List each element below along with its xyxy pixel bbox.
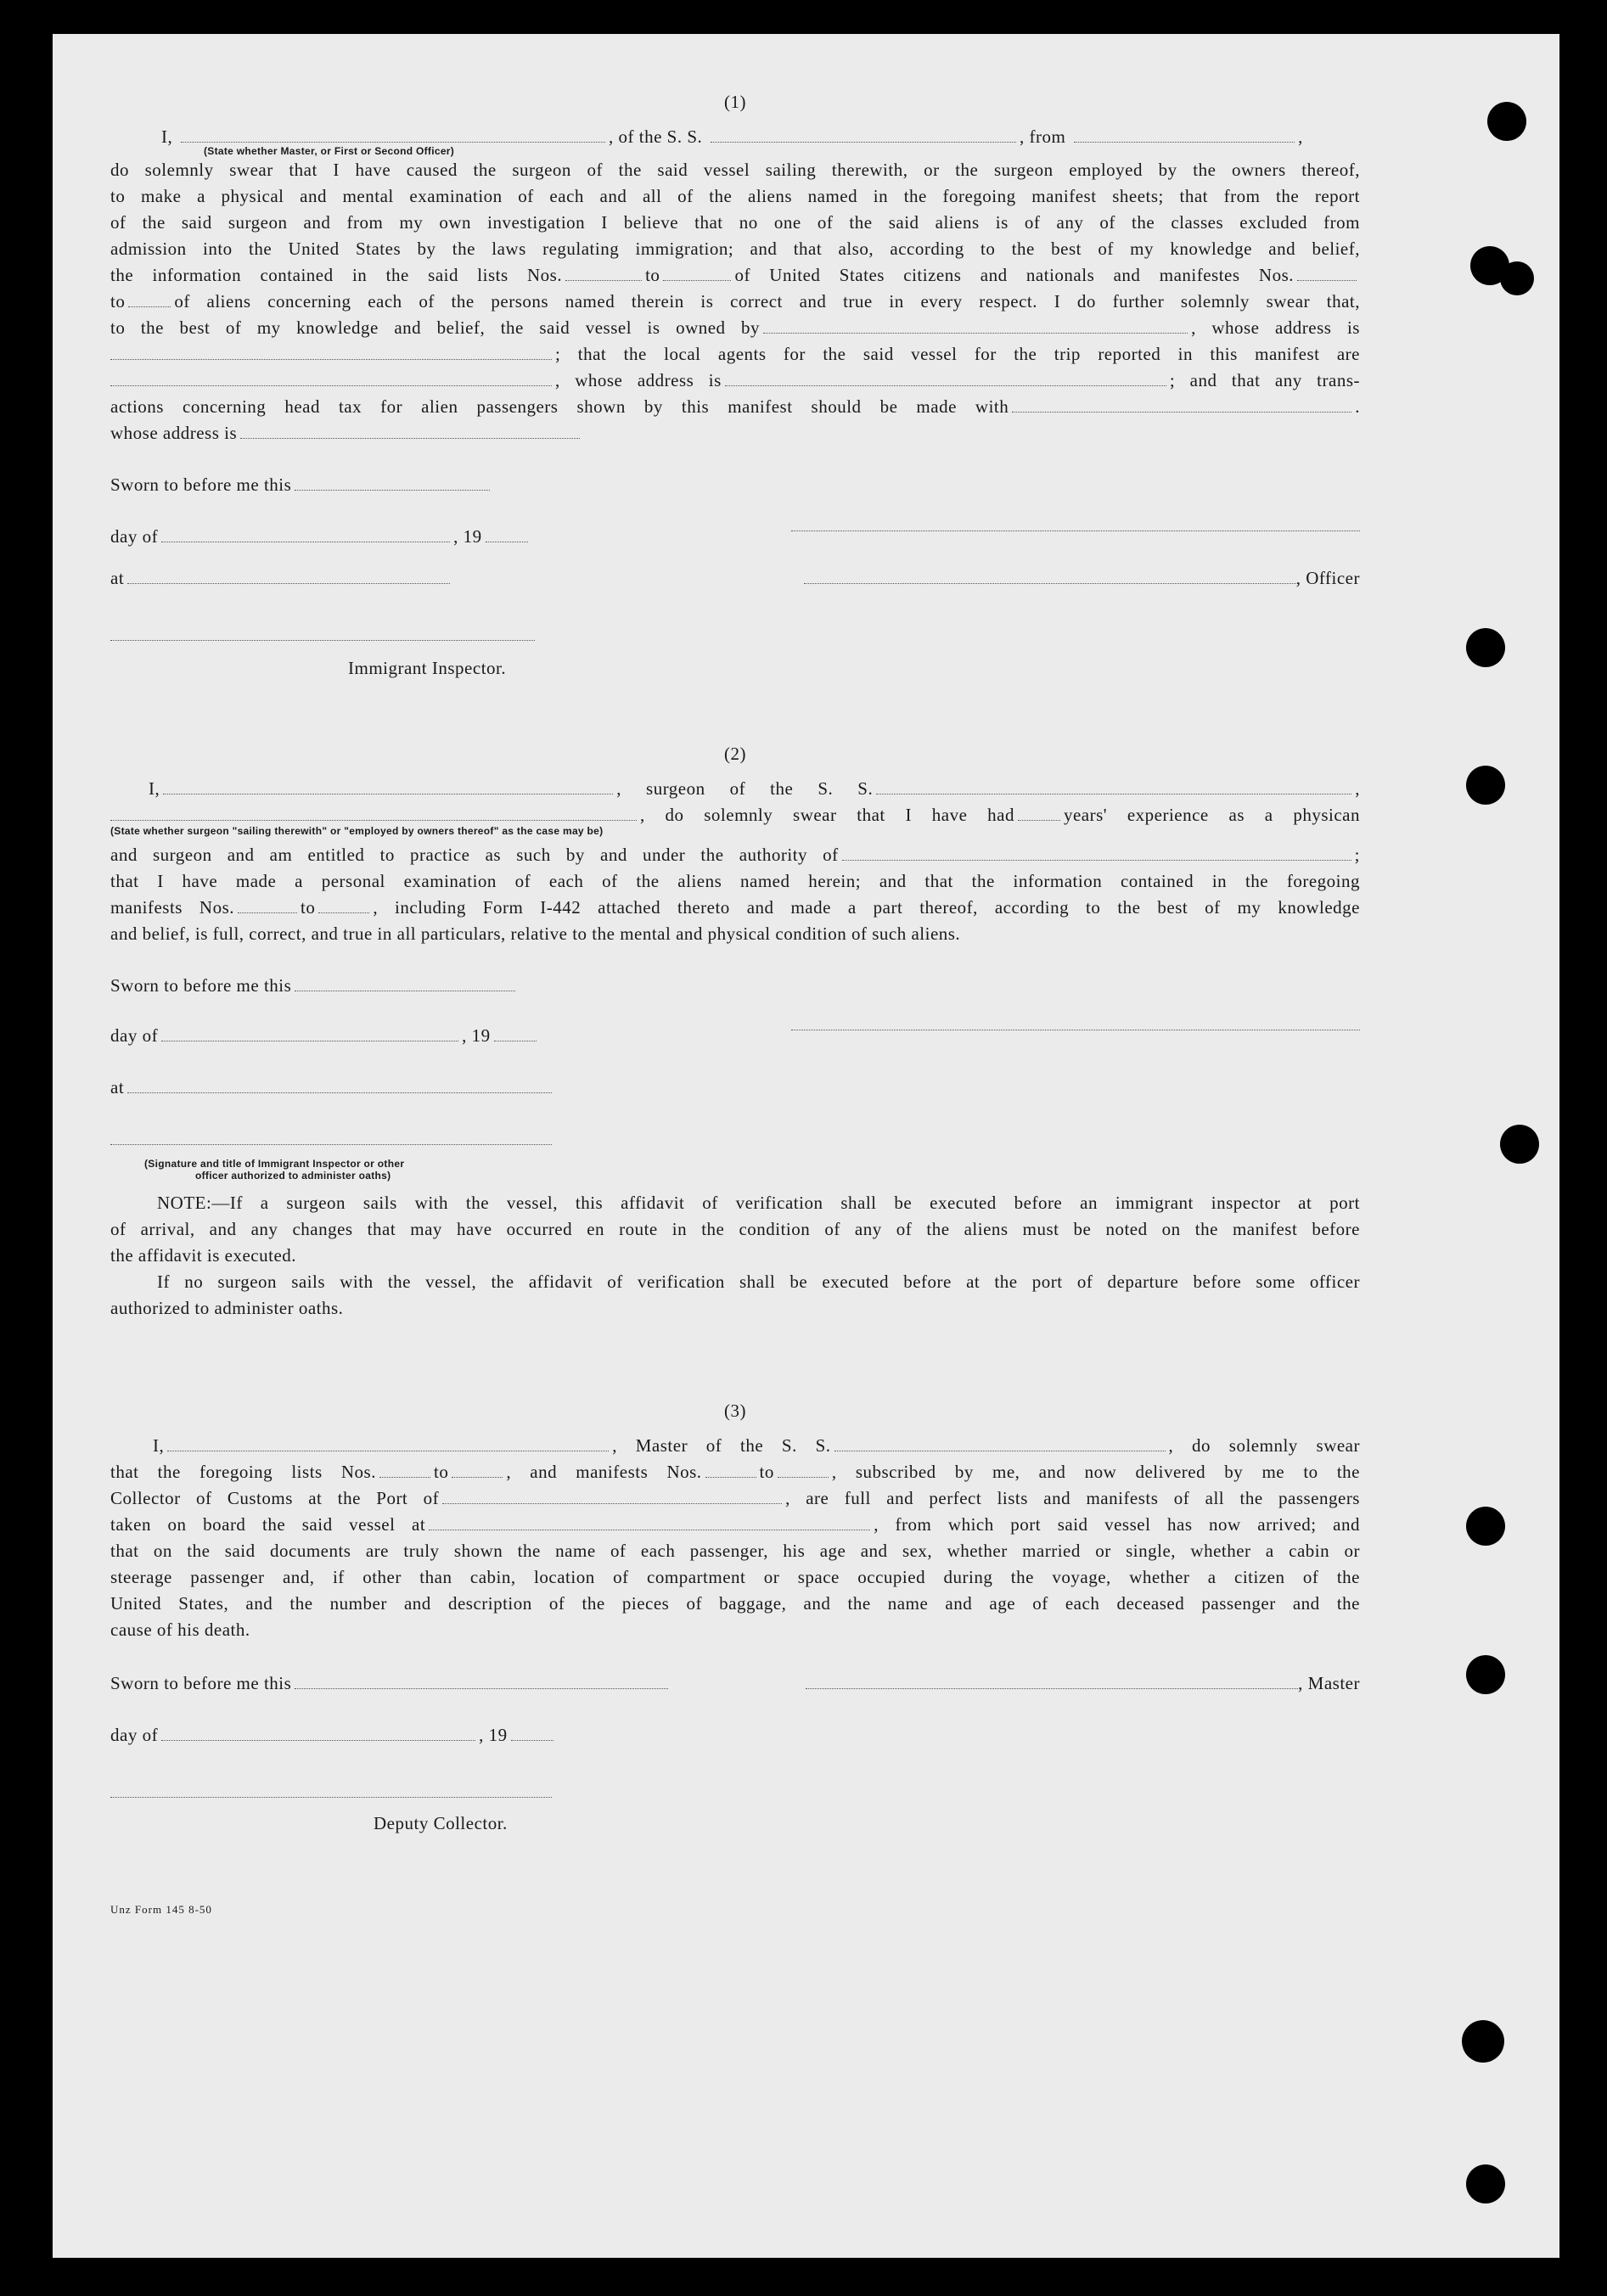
section-number: (3) <box>724 1401 746 1421</box>
port-field[interactable] <box>442 1502 782 1504</box>
signature-note: (Signature and title of Immigrant Inspector or other <box>144 1158 405 1170</box>
sworn-day-field[interactable] <box>295 489 490 491</box>
surgeon-name-field[interactable] <box>163 793 613 794</box>
list-from-field[interactable] <box>565 279 642 281</box>
head-tax-address-field[interactable] <box>240 437 580 439</box>
form-code: Unz Form 145 8-50 <box>110 1903 212 1916</box>
surgeon-signature-line[interactable] <box>791 1029 1360 1030</box>
label-from: , from <box>1020 126 1066 147</box>
punch-hole <box>1500 1125 1539 1164</box>
punch-hole <box>1466 1655 1505 1694</box>
master-vessel-field[interactable] <box>834 1450 1166 1451</box>
punch-hole <box>1487 102 1526 141</box>
master-signature-line[interactable] <box>806 1687 1298 1689</box>
note-block: NOTE:—If a surgeon sails with the vessel, this affidavit of verification shall be executed before an immigrant inspector at port of arrival, and any changes that may have occurred en route in the condition of any of the aliens must be noted on the manifest before the affidavit is executed. If no surgeon sails with the vessel, the affidavit of verification shall be executed before at the port of departure before some officer authorized to administer oaths. <box>110 1193 1360 1318</box>
sworn-day-field[interactable] <box>295 990 515 991</box>
sworn-year-field[interactable] <box>494 1040 537 1041</box>
owner-field[interactable] <box>763 332 1188 334</box>
section3-body: I, , Master of the S. S. , do solemnly swear that the foregoing lists Nos. to , and manifests Nos. to , subscribed by me, and now delivered by me to the Collector of Customs at the Port of , are full and perfect lists and manifests of all the passengers taken on board the said vessel at , from which port said vessel has now arrived; and that on the said documents are truly shown the name of each passenger, his age and sex, whether married or single, whether a cabin or steerage passenger and, if other than cabin, location of compartment or space occupied during the voyage, whether a citizen of the United States, and the number and description of the pieces of baggage, and the name and age of each deceased passenger and the cause of his death. <box>110 1435 1360 1640</box>
deputy-signature-line[interactable] <box>110 1796 552 1798</box>
master-name-field[interactable] <box>167 1450 609 1451</box>
section-number: (2) <box>724 744 746 764</box>
years-field[interactable] <box>1018 819 1060 821</box>
label-ss: , of the S. S. <box>609 126 703 147</box>
punch-hole <box>1466 628 1505 667</box>
surgeon-vessel-field[interactable] <box>876 793 1351 794</box>
manifest-to-field[interactable] <box>778 1476 829 1478</box>
manifest-to-field[interactable] <box>318 912 369 913</box>
inspector-signature-line[interactable] <box>110 639 535 641</box>
punch-hole <box>1466 766 1505 805</box>
section1-sworn: Sworn to before me this day of , 19 at , Officer Immigrant Inspector. <box>110 472 1360 682</box>
officer-note: (State whether Master, or First or Second Officer) <box>204 145 455 157</box>
manifest-from-field[interactable] <box>1297 279 1357 281</box>
punch-hole <box>1462 2020 1504 2063</box>
section3-sworn: Sworn to before me this , Master day of , 19 Deputy Collector. <box>110 1670 1360 1837</box>
section1-body: do solemnly swear that I have caused the surgeon of the said vessel sailing therewith, or the surgeon employed by the owners thereof, to make a physical and mental examination of each and all of the aliens named in the foregoing manifest sheets; that from the report of the said surgeon and from my own investigation I believe that no one of the said aliens is of any of the classes excluded from admission into the United States by the laws regulating immigration; and that also, according to the best of my knowledge and belief, the information contained in the said lists Nos. to of United States citizens and nationals and manifestes Nos. to of aliens concerning each of the persons named therein is correct and true in every respect. I do further solemnly swear that, to the best of my knowledge and belief, the said vessel is owned by , whose address is ; that the local agents for the said vessel for the trip reported in this manifest are , whose address is ; and that any trans- actions concerning head tax for alien passengers shown by this manifest should be made with . whose address is <box>110 160 1361 443</box>
agents-field[interactable] <box>110 385 552 386</box>
list-to-field[interactable] <box>663 279 731 281</box>
officer-signature-line[interactable] <box>791 530 1360 531</box>
vessel-field[interactable] <box>711 141 1016 143</box>
embark-port-field[interactable] <box>429 1529 870 1530</box>
master-line: I, , of the S. S. , from , <box>161 126 1303 147</box>
agents-address-field[interactable] <box>725 385 1166 386</box>
section2-body: I, , surgeon of the S. S. , , do solemnly swear that I have had years' experience as a physican <box>110 776 1360 828</box>
inspector-label: Immigrant Inspector. <box>348 658 507 678</box>
sworn-month-field[interactable] <box>161 1040 458 1041</box>
punch-hole <box>1500 261 1534 295</box>
authority-field[interactable] <box>842 859 1351 861</box>
punch-hole <box>1466 2164 1505 2203</box>
section2-sworn: Sworn to before me this day of , 19 at (Signature and title of Immigrant Inspector or other officer authorized to administer oaths) <box>110 973 1360 1182</box>
list-from-field[interactable] <box>379 1476 430 1478</box>
punch-hole <box>1466 1507 1505 1546</box>
form-content: (1) I, , of the S. S. , from , (State whether Master, or First or Second Officer) do solemnly swear that I have caused the surgeon of the said vessel sailing therewith, or the surgeon employed by the owners thereof, to make a physical and mental examination of each and all of the aliens named in the foregoing manifest sheets; that from the report of the said surgeon and from my own investigation I believe that no one of the said aliens is of any of the classes excluded from admission into the United States by the laws regulating immigration; and that also, according to the best of my knowledge and belief, the information contained in the said lists Nos. to of United States citizens and nationals and manifestes Nos. to of aliens concerning each of the persons named therein is correct and true in every respect. I do further solemnly swear that, to the best of my knowledge and belief, the said vessel is owned by , whose address is ; that the local agents for the said vessel for the trip reported in this manifest are , whose address is ; and that any trans- actions concerning head tax for alien passengers shown by this manifest should be made with . whose address is Sworn to before me this day of , 19 at , Officer Immigrant Inspector. (2) I, , surgeon of the S. S. , , do solemnly swear that I have had years' experience as a physican (State whether surgeon "sailing therewith" or "employed by owners thereof" as the case may be) and surgeon and am entitled to practice as such by and under the authority of ; that I have made a personal examination of each of the aliens named herein; and that the information contained in the foregoing manifests Nos. to , including Form I-442 attached thereto and made a part thereof, according to the best of my knowledge and belief, is full, correct, and true in all particulars, relative to the mental and physical condition of such aliens. Sworn to before me this day of , 19 at (Signature and title of Immigrant Inspector or other officer authorized to administer oaths) NOTE:—If a surgeon sails with the vessel, this affidavit of verification shall be executed before an immigrant inspector at port of arrival, and any changes that may have occurred en route in the condition of any of the aliens must be noted on the manifest before the affidavit is executed. If no surgeon sails with the vessel, the affidavit of verification shall be executed before at the port of departure before some officer authorized to administer oaths. (3) I, , Master of the S. S. , do solemnly swear that the foregoing lists Nos. to , and manifests Nos. to , subscribed by me, and now delivered by me to the Collector of Customs at the Port of , are full and perfect lists and manifests of all the passengers taken on board the said vessel at , from which port said vessel has now arrived; and that on the said documents are truly shown the name of each passenger, his age and sex, whether married or single, whether a cabin or steerage passenger and, if other than cabin, location of compartment or space occupied during the voyage, whether a citizen of the United States, and the number and description of the pieces of baggage, and the name and age of each deceased passenger and the cause of his death. Sworn to before me this , Master day of , 19 Deputy Collector. Unz Form 145 8-50 <box>110 89 1360 1923</box>
section-number: (1) <box>724 92 746 112</box>
deputy-label: Deputy Collector. <box>374 1813 508 1833</box>
sworn-month-field[interactable] <box>161 1739 475 1741</box>
sworn-year-field[interactable] <box>511 1739 553 1741</box>
label-i: I, <box>161 126 173 147</box>
manifest-from-field[interactable] <box>705 1476 756 1478</box>
sworn-month-field[interactable] <box>161 541 450 542</box>
surgeon-note: (State whether surgeon "sailing therewith" or "employed by owners thereof" as the case may be) <box>110 825 604 837</box>
official-signature-line[interactable] <box>110 1143 552 1145</box>
manifest-from-field[interactable] <box>238 912 297 913</box>
sworn-day-field[interactable] <box>295 1687 668 1689</box>
list-to-field[interactable] <box>452 1476 503 1478</box>
sworn-place-field[interactable] <box>127 1092 552 1093</box>
surgeon-extra-field[interactable] <box>110 819 637 821</box>
officer-name-line[interactable] <box>804 582 1296 584</box>
sworn-year-field[interactable] <box>486 541 528 542</box>
sworn-place-field[interactable] <box>127 582 450 584</box>
head-tax-field[interactable] <box>1012 411 1351 413</box>
manifest-to-field[interactable] <box>128 306 171 307</box>
name-field[interactable] <box>181 141 605 143</box>
from-field[interactable] <box>1074 141 1295 143</box>
owner-address-field[interactable] <box>110 358 552 360</box>
